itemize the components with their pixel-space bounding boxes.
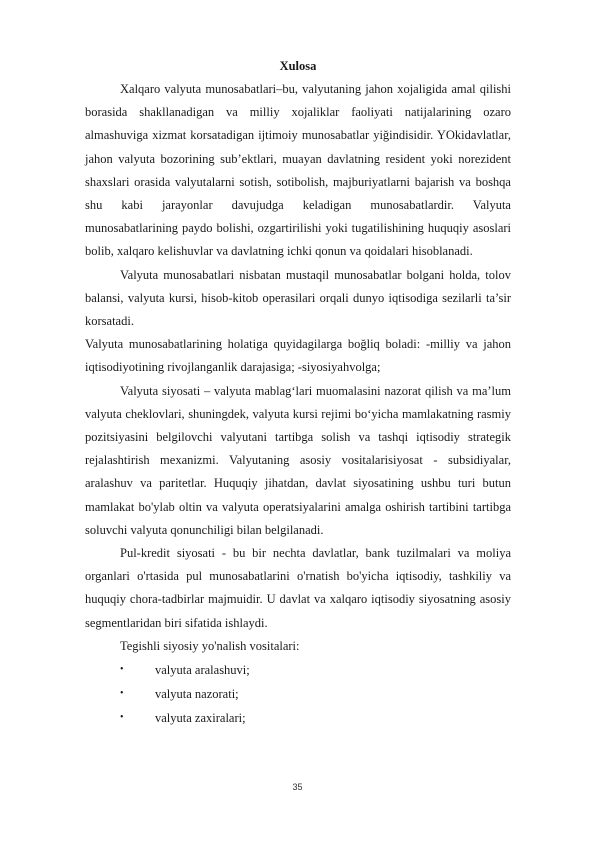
paragraph-currency-policy: Valyuta siyosati – valyuta mablag‘lari muomalasini nazorat qilish va ma’lum valyuta cheklovlari, shuningdek, valyuta kursi rejimi bo‘yicha mamlakatning rasmiy pozitsiyasini belgilovchi valyutani tartibga solish va tashqi iqtisodiy strategik rejalashtirish mexanizmi. Valyutaning asosiy vositalarisiyosat - subsidiyalar, aralashuv va paritetlar. Huquqiy jihatdan, davlat siyosatining ushbu turi butun mamlakat bo'ylab oltin va valyuta operatsiyalarini amalga oshirish tartibini tartibga soluvchi valyuta qonunchiligi bilan belgilanadi. xyxy=(85,383,511,537)
bullet-icon: • xyxy=(120,712,124,724)
page-content xyxy=(85,55,511,730)
page-title: Xulosa xyxy=(279,59,317,73)
bullet-icon: • xyxy=(120,664,124,676)
paragraph-tools-intro: Tegishli siyosiy yo'nalish vositalari: xyxy=(120,638,300,653)
paragraph-dependence: Valyuta munosabatlarining holatiga quyidagilarga boğliq boladi: -milliy va jahon iqtisodiyotining rivojlanganlik darajasiga; -siyosiyahvolga; xyxy=(85,337,511,375)
paragraph-influence: Valyuta munosabatlari nisbatan mustaqil munosabatlar bolgani holda, tolov balansi, valyuta kursi, hisob-kitob operasilari orqali dunyo iqtisodiga sezilarli ta’sir korsatadi. xyxy=(85,267,511,329)
list-item-text: valyuta zaxiralari; xyxy=(155,711,246,726)
paragraph-monetary-policy: Pul-kredit siyosati - bu bir nechta davlatlar, bank tuzilmalari va moliya organlari o'rtasida pul munosabatlarini o'rnatish bo'yicha iqtisodiy, tashkiliy va huquqiy chora-tadbirlar majmuidir. U davlat va xalqaro iqtisodiy siyosatning asosiy segmentlaridan biri sifatida ishlaydi. xyxy=(85,546,511,630)
list-item xyxy=(85,658,511,682)
bullet-icon: • xyxy=(120,688,124,700)
list-item-text: valyuta nazorati; xyxy=(155,687,239,702)
paragraph-definition: Xalqaro valyuta munosabatlari–bu, valyutaning jahon xojaligida amal qilishi borasida shakllanadigan va milliy xojaliklar faoliyati natijalarining ozaro almashuviga xizmat korsatadigan ijtimoiy munosabatlar yiğindisidir. YOkidavlatlar, jahon valyuta bozorining sub’ektlari, muayan davlatning resident yoki norezident shaxslari orasida valyutalarni sotish, sotibolish, majburiyatlarni bajarish va boshqa shu kabi jarayonlar davujudga keladigan munosabatlardir. Valyuta munosabatlarining paydo bolishi, ozgartirilishi yoki tugatilishining huquqiy asoslari bolib, xalqaro kelishuvlar va davlatning ichki qonun va qoidalari hisoblanadi. xyxy=(85,82,511,259)
tools-list xyxy=(85,658,511,730)
list-item-text: valyuta aralashuvi; xyxy=(155,663,250,678)
list-item xyxy=(85,706,511,730)
page-number: 35 xyxy=(292,782,303,792)
list-item xyxy=(85,682,511,706)
